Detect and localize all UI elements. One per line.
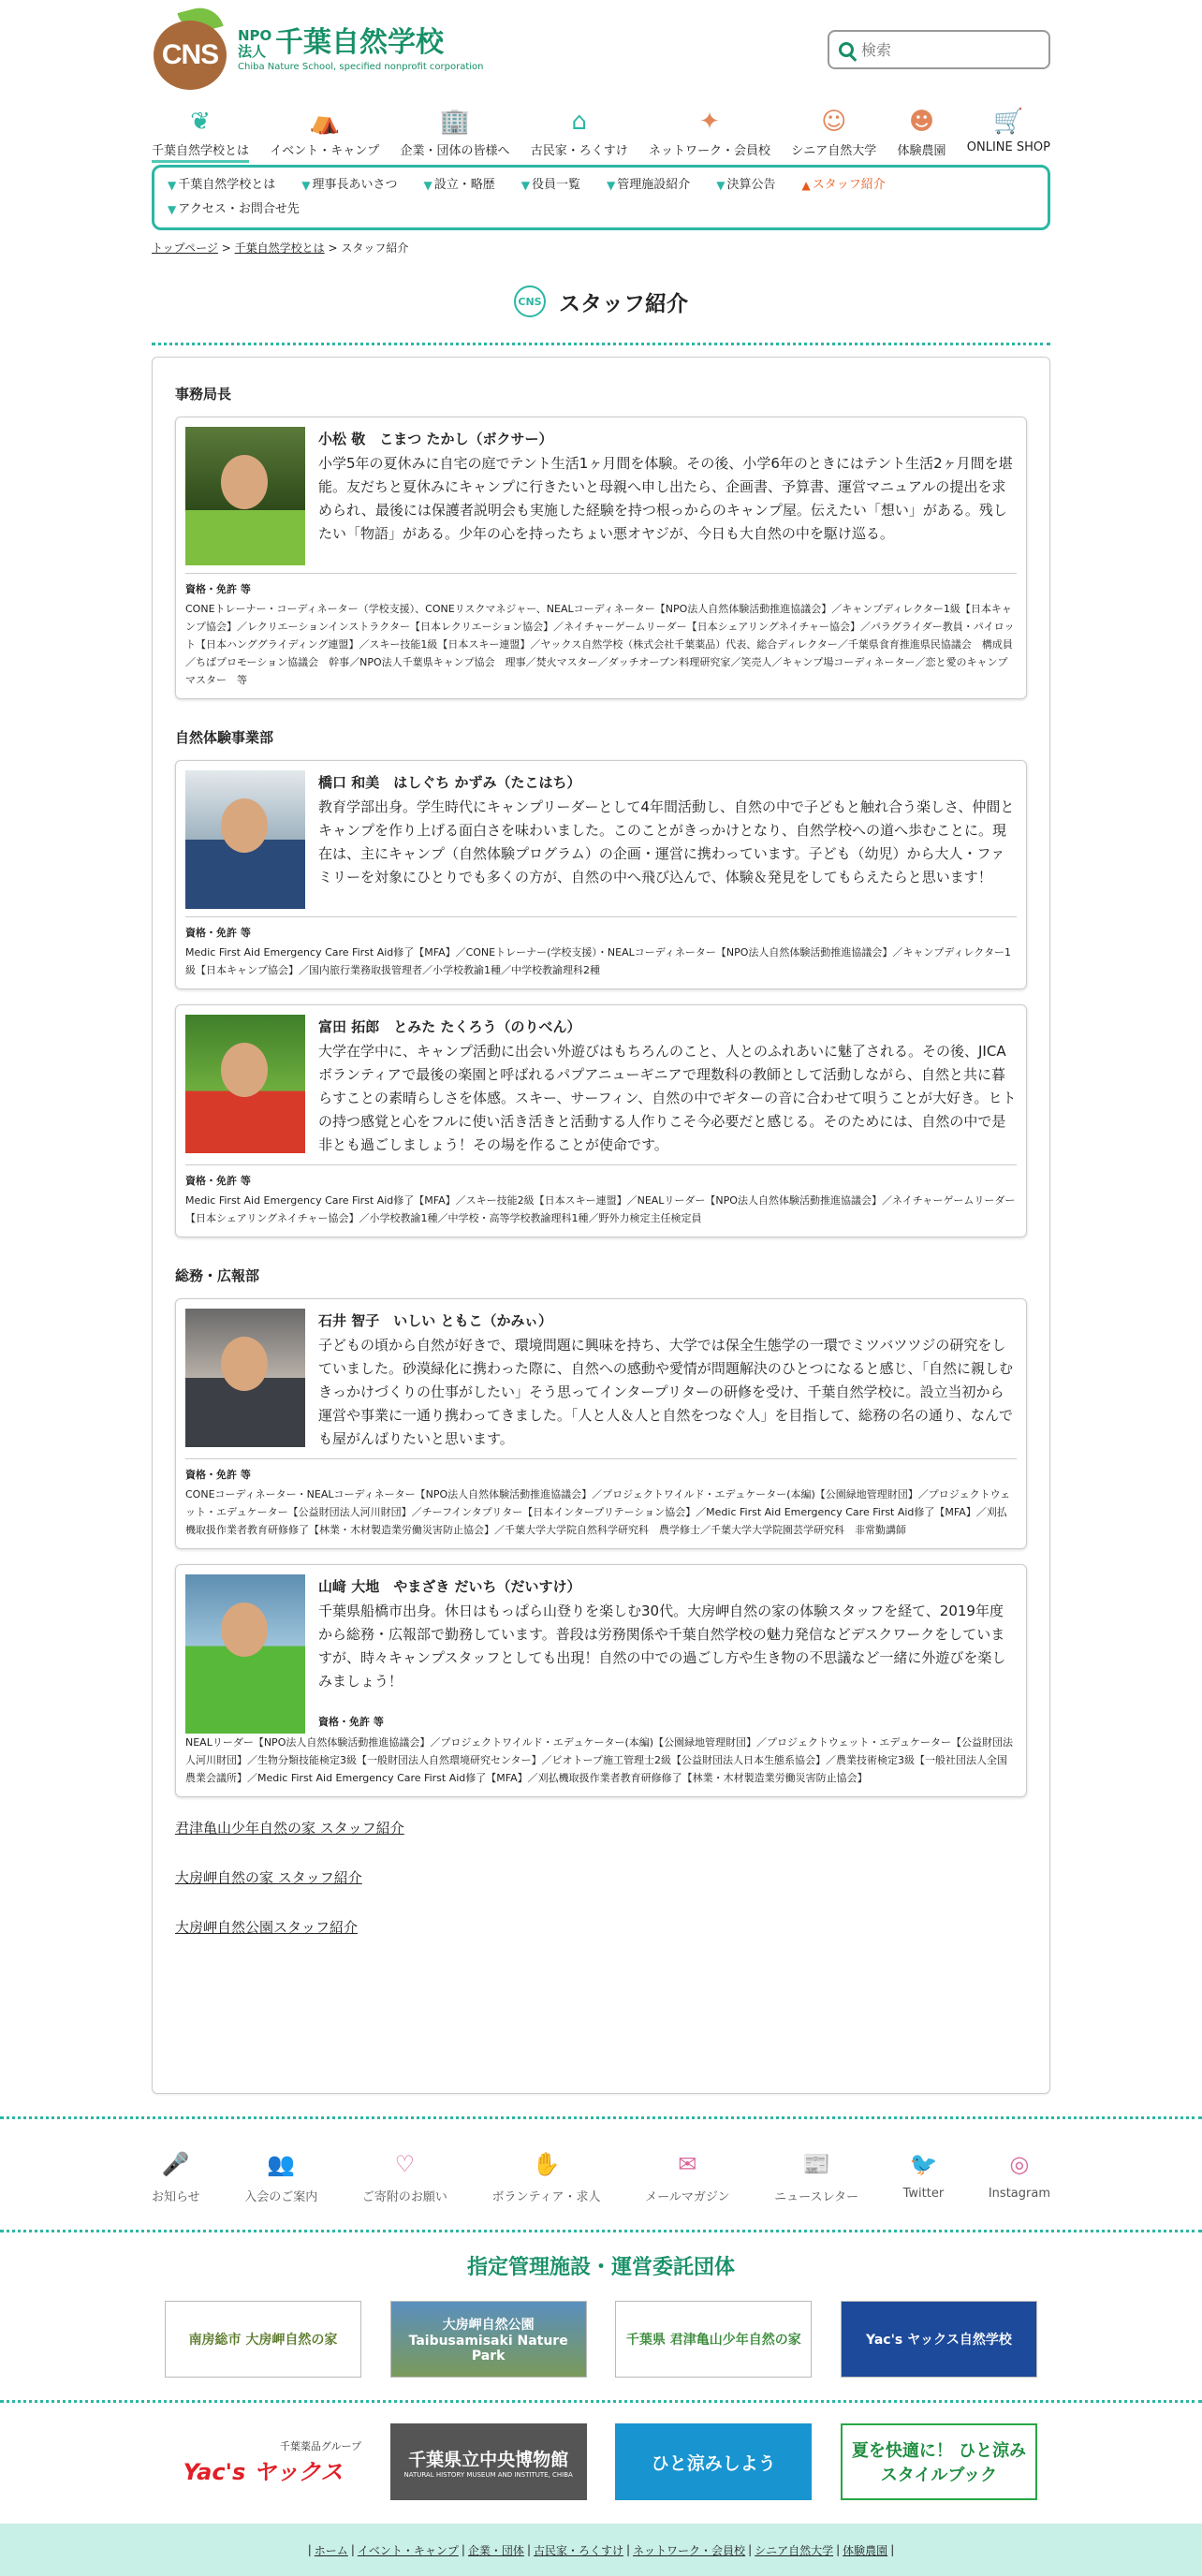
link-taibusa-staff[interactable]: 大房岬自然の家 スタッフ紹介 bbox=[175, 1869, 362, 1886]
staff-name: 山﨑 大地 やまざき だいち（だいすけ） bbox=[318, 1578, 581, 1595]
triangle-down-icon: ▼ bbox=[301, 179, 311, 192]
subnav-facilities[interactable]: ▼ 管理施設紹介 bbox=[607, 173, 690, 198]
fnav-volunteer[interactable]: ✋ ボランティア・求人 bbox=[492, 2147, 601, 2230]
subnav-staff[interactable]: ▲ スタッフ紹介 bbox=[802, 173, 886, 198]
search-input[interactable] bbox=[861, 41, 1039, 59]
qual-list: NEALリーダー【NPO法人自然体験活動推進協議会】／プロジェクトワイルド・エデュケーター(本編)【公園緑地管理財団】／プロジェクトウェット・エデュケーター【公益財団法人河川財団】／生物分類技能検定3級【一般財団法人自然環境研究センター】／ビオトープ施工管理士2級【公益財団法人日本生態系協会】／農業技術検定3級【一般社団法人全国農業会議所】／Medic First Aid Emergency Care First Aid修了【MFA】／刈払機取扱作業者教育研修修了【林業・木材製造業労働災害防止協会】 bbox=[185, 1736, 1014, 1784]
divider bbox=[152, 343, 1050, 345]
breadcrumb-home[interactable]: トップページ bbox=[152, 242, 218, 255]
staff-photo bbox=[185, 1574, 305, 1734]
breadcrumb-parent[interactable]: 千葉自然学校とは bbox=[234, 242, 325, 255]
mic-icon: 🎤 bbox=[161, 2151, 190, 2177]
staff-photo bbox=[185, 427, 305, 565]
logo-npo: NPO法人 bbox=[238, 26, 272, 60]
staff-card bbox=[175, 1004, 1027, 1237]
banner-hitosuzumi[interactable]: ひと涼みしよう bbox=[615, 2423, 812, 2500]
seniors-icon: ☺ bbox=[821, 108, 847, 136]
cns-icon: ❦ bbox=[190, 108, 211, 136]
section-title: 自然体験事業部 bbox=[175, 729, 274, 746]
partner-banners bbox=[152, 2423, 1050, 2500]
sub-nav bbox=[152, 165, 1050, 230]
gnav-kominka[interactable]: ⌂ 古民家・ろくすけ bbox=[531, 101, 628, 163]
qual-list: CONEコーディネーター・NEALコーディネーター【NPO法人自然体験活動推進協議会】／プロジェクトワイルド・エデュケーター(本編)【公園緑地管理財団】／プロジェクトウェット・エデュケーター【公益財団法人河川財団】／チーフインタプリター【日本インタープリテーション協会】／Medic First Aid Emergency Care First Aid修了【MFA】／刈払機取扱作業者教育研修修了【林業・木材製造業労働災害防止協会】／千葉大学大学院自然科学研究科 農学修士／千葉大学大学院園芸学研究科 非常勤講師 bbox=[185, 1488, 1011, 1536]
subnav-about[interactable]: ▼ 千葉自然学校とは bbox=[168, 173, 275, 198]
qual-title: 資格・免許 等 bbox=[185, 583, 251, 595]
banner-museum[interactable]: 千葉県立中央博物館 NATURAL HISTORY MUSEUM AND INSTITUTE, CHIBA bbox=[390, 2423, 587, 2500]
qual-title: 資格・免許 等 bbox=[185, 1469, 251, 1481]
map-icon: ✦ bbox=[699, 108, 720, 136]
banner-yacs-nature[interactable]: Yac's ヤックス自然学校 bbox=[841, 2301, 1037, 2378]
triangle-down-icon: ▼ bbox=[716, 179, 726, 192]
triangle-down-icon: ▼ bbox=[423, 179, 432, 192]
staff-profile: 子どもの頃から自然が好きで、環境問題に興味を持ち、大学では保全生態学の一環でミツバツツジの研究をしていました。砂漠緑化に携わった際に、自然への感動や愛情が問題解決のひとつになると感じ、「自然に親しむきっかけづくりの仕事がしたい」そう思ってインタープリターの研修を受け、千葉自然学校に。設立当初から運営や事業に一通り携わってきました。「人と人＆人と自然をつなぐ人」を目指して、総務の名の通り、なんでも屋がんばりたいと思います。 bbox=[318, 1337, 1014, 1447]
subnav-greeting[interactable]: ▼ 理事長あいさつ bbox=[301, 173, 397, 198]
staff-name: 橋口 和美 はしぐち かずみ（たこはち） bbox=[318, 774, 581, 791]
banner-taibusa-park[interactable]: 大房岬自然公園 Taibusamisaki Nature Park bbox=[390, 2301, 587, 2378]
staff-profile: 大学在学中に、キャンプ活動に出会い外遊びはもちろんのこと、人とのふれあいに魅了される。その後、JICAボランティアで最後の楽園と呼ばれるパプアニューギニアで理数科の教師として活動しながら、自然と共に暮らすことの素晴らしさを体感。スキー、サーフィン、自然の中でギターの音に合わせて唄うことが大好き。ヒトの持つ感覚と心をフルに使い活き活きと活動する人作りこそ今必要だと感じる。そのためには、自然の中で是非とも過ごしましょう！その場を作ることが使命です。 bbox=[318, 1043, 1017, 1153]
instagram-icon: ◎ bbox=[1009, 2151, 1030, 2177]
gnav-shop[interactable]: 🛒 ONLINE SHOP bbox=[967, 101, 1050, 163]
gnav-corporate[interactable]: 🏢 企業・団体の皆様へ bbox=[401, 101, 510, 163]
header bbox=[152, 0, 1050, 101]
divider bbox=[0, 2400, 1202, 2403]
staff-card bbox=[175, 760, 1027, 989]
building-icon: 🏢 bbox=[439, 108, 471, 136]
triangle-down-icon: ▼ bbox=[168, 203, 177, 216]
qual-list: CONEトレーナー・コーディネーター（学校支援）、CONEリスクマネジャー、NEALコーディネーター【NPO法人自然体験活動推進協議会】／キャンプディレクター1級【日本キャンプ協会】／レクリエーションインストラクター【日本レクリエーション協会】／ネイチャーゲームリーダー【日本シェアリングネイチャー協会】／パラグライダー教員・パイロット【日本ハンググライディング連盟】／スキー技能1級【日本スキー連盟】／ヤックス自然学校（株式会社千葉薬品）代表、総合ディレクター／千葉県食育推進県民協議会 構成員／ちばプロモーション協議会 幹事／NPO法人千葉県キャンプ協会 理事／焚火マスター／ダッチオーブン料理研究家／笑売人／キャンプ場コーディネーター／恋と愛のキャンプマスター 等 bbox=[185, 603, 1015, 686]
site-logo[interactable] bbox=[152, 7, 484, 90]
triangle-down-icon: ▼ bbox=[168, 179, 177, 192]
staff-card bbox=[175, 1298, 1027, 1549]
fnav-membership[interactable]: 👥 入会のご案内 bbox=[244, 2147, 317, 2230]
qual-list: Medic First Aid Emergency Care First Aid修了【MFA】／スキー技能2級【日本スキー連盟】／NEALリーダー【NPO法人自然体験活動推進協議会】／ネイチャーゲームリーダー【日本シェアリングネイチャー協会】／小学校教諭1種／中学校・高等学校教諭理科1種／野外力検定主任検定員 bbox=[185, 1194, 1016, 1224]
footer-corporate[interactable]: 企業・団体 bbox=[467, 2543, 524, 2557]
gnav-about[interactable]: ❦ 千葉自然学校とは bbox=[152, 101, 249, 163]
fnav-donation[interactable]: ♡ ご寄附のお願い bbox=[362, 2147, 447, 2230]
breadcrumb: トップページ > 千葉自然学校とは > スタッフ紹介 bbox=[152, 242, 409, 255]
managed-title: 指定管理施設・運営委託団体 bbox=[466, 2256, 735, 2279]
section-title: 総務・広報部 bbox=[175, 1267, 260, 1284]
footer-links: | ホーム | イベント・キャンプ | 企業・団体 | 古民家・ろくすけ | ネットワーク・会員校 | シニア自然大学 | 体験農園 | bbox=[0, 2524, 1202, 2576]
managed-banners bbox=[152, 2301, 1050, 2378]
logo-name: 千葉自然学校 bbox=[275, 25, 444, 59]
fnav-twitter[interactable]: 🐦 Twitter bbox=[903, 2147, 945, 2230]
heart-hand-icon: ♡ bbox=[394, 2151, 416, 2177]
footer-senior[interactable]: シニア自然大学 bbox=[755, 2543, 834, 2557]
subnav-officers[interactable]: ▼ 役員一覧 bbox=[521, 173, 580, 198]
link-kimitsu-staff[interactable]: 君津亀山少年自然の家 スタッフ紹介 bbox=[175, 1820, 404, 1837]
cart-icon: 🛒 bbox=[993, 108, 1024, 136]
related-links bbox=[175, 1818, 1027, 1937]
search-box bbox=[828, 30, 1050, 69]
gnav-network[interactable]: ✦ ネットワーク・会員校 bbox=[649, 101, 770, 163]
cns-icon: CNS bbox=[514, 285, 546, 317]
qual-title: 資格・免許 等 bbox=[318, 1716, 384, 1728]
staff-name: 富田 拓郎 とみた たくろう（のりべん） bbox=[318, 1018, 581, 1035]
house-icon: ⌂ bbox=[571, 108, 587, 136]
staff-name: 小松 敬 こまつ たかし（ボクサー） bbox=[318, 431, 553, 447]
staff-card bbox=[175, 1564, 1027, 1797]
footer-farm[interactable]: 体験農園 bbox=[843, 2543, 888, 2557]
farmer-icon: ☻ bbox=[908, 108, 935, 136]
staff-profile: 教育学部出身。学生時代にキャンプリーダーとして4年間活動し、自然の中で子どもと触れ合う楽しさ、仲間とキャンプを作り上げる面白さを味わいました。このことがきっかけとなり、自然学校への道へ歩むことに。現在は、主にキャンプ（自然体験プログラム）の企画・運営に携わっています。子ども（幼児）から大人・ファミリーを対象にひとりでも多くの方が、自然の中へ飛び込んで、体験＆発見をしてもらえたらと思います！ bbox=[318, 798, 1015, 886]
link-taibusa-park-staff[interactable]: 大房岬自然公園スタッフ紹介 bbox=[175, 1919, 359, 1936]
banner-stylebook[interactable]: 夏を快適に！ ひと涼み スタイルブック bbox=[841, 2423, 1037, 2500]
gnav-events[interactable]: ⛺ イベント・キャンプ bbox=[270, 101, 379, 163]
cns-logo-icon: CNS bbox=[152, 7, 230, 90]
search-icon[interactable] bbox=[839, 42, 854, 57]
footer-events[interactable]: イベント・キャンプ bbox=[357, 2543, 459, 2557]
footer-network[interactable]: ネットワーク・会員校 bbox=[633, 2543, 746, 2557]
breadcrumb-current: スタッフ紹介 bbox=[341, 242, 409, 255]
people-icon: 👥 bbox=[267, 2151, 296, 2177]
staff-card bbox=[175, 417, 1027, 699]
divider bbox=[0, 2230, 1202, 2232]
triangle-down-icon: ▼ bbox=[520, 179, 530, 192]
newsletter-icon: 📰 bbox=[802, 2151, 831, 2177]
staff-box bbox=[152, 357, 1050, 2094]
banner-taibusa-house[interactable]: 南房総市 大房岬自然の家 bbox=[165, 2301, 361, 2378]
qual-list: Medic First Aid Emergency Care First Aid修了【MFA】／CONEトレーナー(学校支援）・NEALコーディネーター【NPO法人自然体験活動推進協議会】／キャンプディレクター1級【日本キャンプ協会】／国内旅行業務取扱管理者／小学校教諭1種／中学校教諭理科2種 bbox=[185, 946, 1012, 976]
staff-profile: 小学5年の夏休みに自宅の庭でテント生活1ヶ月間を体験。その後、小学6年のときにはテント生活2ヶ月間を堪能。友だちと夏休みにキャンプに行きたいと母親へ申し出たら、企画書、予算書、運営マニュアルの提出を求められ、最後には保護者説明会も実施した経験を持つ根っからのキャンプ屋。伝えたい「想い」がある。残したい「物語」がある。少年の心を持ったちょい悪オヤジが、今日も大自然の中を駆け巡る。 bbox=[318, 455, 1013, 542]
subnav-history[interactable]: ▼ 設立・略歴 bbox=[424, 173, 495, 198]
hand-icon: ✋ bbox=[532, 2151, 561, 2177]
fnav-mailmag[interactable]: ✉ メールマガジン bbox=[645, 2147, 729, 2230]
mail-icon: ✉ bbox=[678, 2151, 697, 2177]
staff-photo bbox=[185, 770, 305, 909]
staff-photo bbox=[185, 1309, 305, 1447]
subnav-access[interactable]: ▼ アクセス・お問合せ先 bbox=[168, 198, 300, 222]
section-title: 事務局長 bbox=[175, 386, 232, 402]
qual-title: 資格・免許 等 bbox=[185, 927, 251, 939]
page-title bbox=[152, 283, 1050, 320]
staff-photo bbox=[185, 1015, 305, 1153]
banner-yacs[interactable]: 千葉薬品グループ Yac's ヤックス bbox=[183, 2439, 361, 2485]
logo-subtitle: Chiba Nature School, specified nonprofit corporation bbox=[238, 61, 484, 72]
tent-icon: ⛺ bbox=[309, 108, 340, 136]
subnav-financial[interactable]: ▼ 決算公告 bbox=[716, 173, 775, 198]
fnav-news[interactable]: 🎤 お知らせ bbox=[152, 2147, 200, 2230]
global-nav bbox=[152, 101, 1050, 163]
triangle-up-icon: ▲ bbox=[801, 179, 811, 192]
fnav-newsletter[interactable]: 📰 ニュースレター bbox=[774, 2147, 858, 2230]
staff-name: 石井 智子 いしい ともこ（かみぃ） bbox=[318, 1312, 552, 1329]
footer-kominka[interactable]: 古民家・ろくすけ bbox=[533, 2543, 623, 2557]
qual-title: 資格・免許 等 bbox=[185, 1175, 251, 1187]
triangle-down-icon: ▼ bbox=[607, 179, 616, 192]
staff-profile: 千葉県船橋市出身。休日はもっぱら山登りを楽しむ30代。大房岬自然の家の体験スタッフを経て、2019年度から総務・広報部で勤務しています。普段は労務関係や千葉自然学校の魅力発信などデスクワークをしていますが、時々キャンプスタッフとしても出現！自然の中での過ごし方や生き物の不思議など一緒に外遊びを楽しみましょう！ bbox=[318, 1603, 1006, 1690]
banner-kimitsu[interactable]: 千葉県 君津亀山少年自然の家 bbox=[615, 2301, 812, 2378]
gnav-senior[interactable]: ☺ シニア自然大学 bbox=[791, 101, 876, 163]
footer-home[interactable]: ホーム bbox=[314, 2543, 348, 2557]
footer-nav bbox=[152, 2119, 1050, 2230]
twitter-icon: 🐦 bbox=[909, 2151, 938, 2177]
gnav-farm[interactable]: ☻ 体験農園 bbox=[898, 101, 946, 163]
fnav-instagram[interactable]: ◎ Instagram bbox=[989, 2147, 1050, 2230]
page-title-text: スタッフ紹介 bbox=[559, 291, 688, 316]
